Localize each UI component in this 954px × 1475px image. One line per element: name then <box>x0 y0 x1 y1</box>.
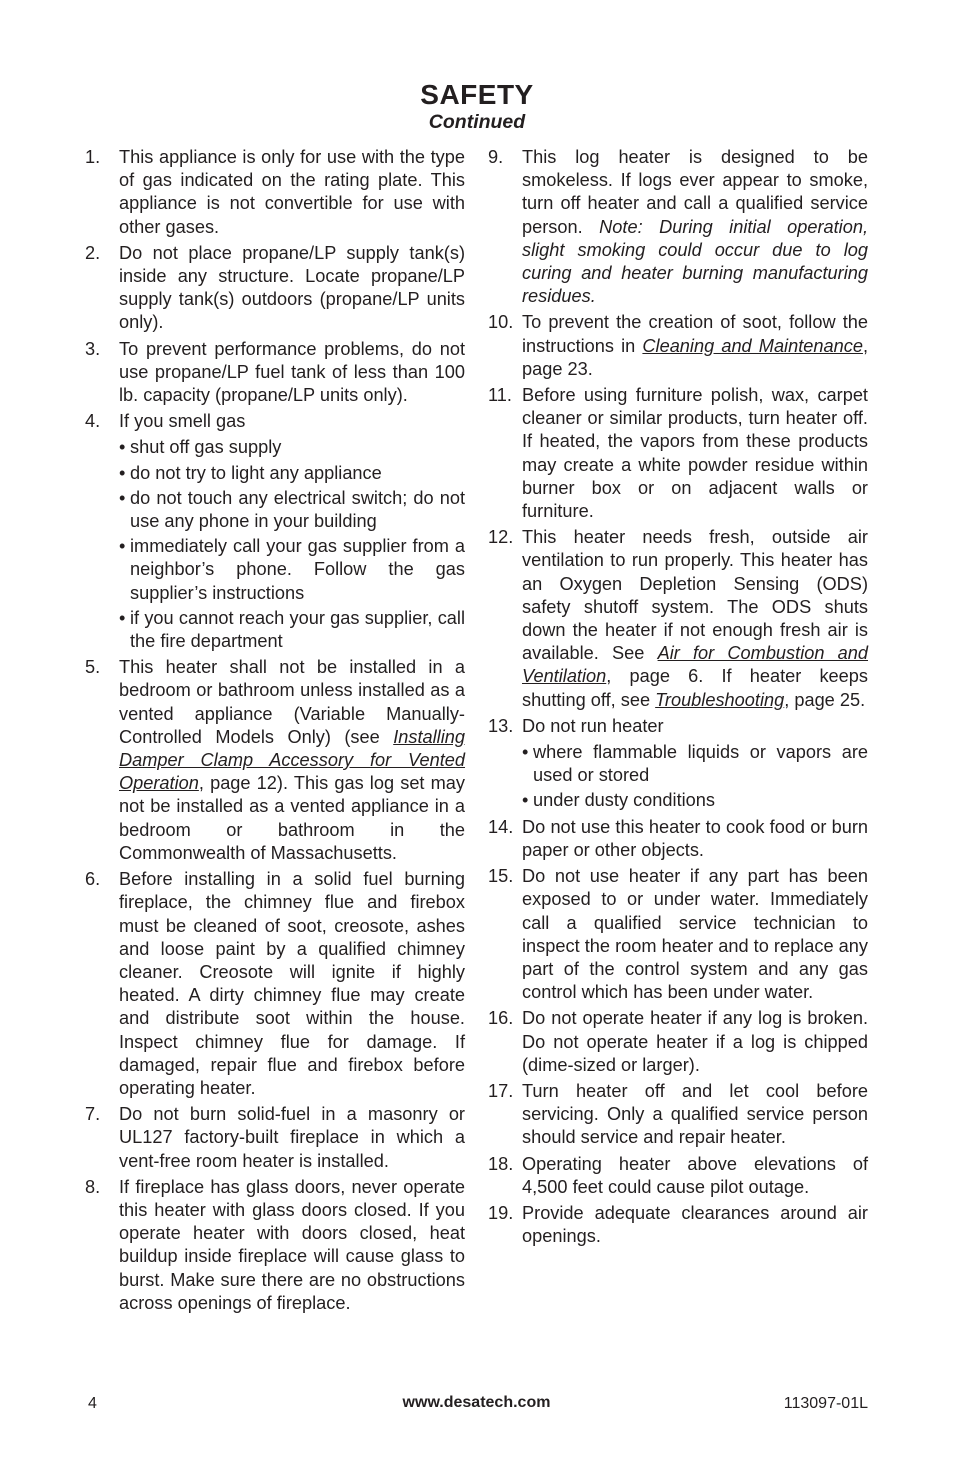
item-number: 2. <box>85 242 101 263</box>
page-subtitle: Continued <box>428 111 526 133</box>
bullet-item: • shut off gas supply <box>119 436 465 459</box>
item-number: 4. <box>85 411 101 432</box>
safety-item-14 <box>488 816 868 862</box>
safety-item-3 <box>85 338 465 408</box>
cross-reference-link[interactable]: Cleaning and Maintenance <box>642 335 863 356</box>
item-number: 14. <box>488 816 514 837</box>
safety-item-8 <box>85 1176 465 1315</box>
item-number: 1. <box>85 147 101 167</box>
bullet-item: • do not try to light any appliance <box>119 462 465 485</box>
safety-item-11 <box>488 384 868 523</box>
item-number: 19. <box>488 1202 514 1223</box>
bullet-item: • do not touch any electrical switch; do not use any phone in your building <box>119 487 465 533</box>
item-text: Before installing in a solid fuel burning fireplace, the chimney flue and firebox must be cleaned of soot, creosote, ashes and loose paint by a qualified chimney cleaner. Creosote will ignite if highly heated. A dirty chimney flue may create and distribute soot within the house. Inspect chimney flue for damage. If damaged, repair flue and firebox before operating heater. <box>119 869 465 1098</box>
bullet-list <box>522 741 868 813</box>
item-text: Do not use this heater to cook food or burn paper or other objects. <box>522 816 868 860</box>
bullet-item: • immediately call your gas supplier from a neighbor’s phone. Follow the gas supplier’s instructions <box>119 535 465 605</box>
item-number: 11. <box>488 385 512 406</box>
item-number: 7. <box>85 1104 101 1125</box>
item-number: 12. <box>488 527 514 548</box>
page-footer <box>85 1395 868 1417</box>
item-text: , page 12). This gas log set may not be installed as a vented appliance in a bedroom or bathroom in the Commonwealth of Massachusetts. <box>119 773 465 863</box>
item-number: 5. <box>85 657 101 678</box>
document-number: 113097-01L <box>783 1395 868 1412</box>
cross-reference-link[interactable]: Troubleshooting <box>655 689 785 710</box>
safety-item-6 <box>85 868 465 1100</box>
page-title: SAFETY <box>420 79 534 110</box>
safety-item-15 <box>488 865 868 1004</box>
safety-item-16 <box>488 1007 868 1077</box>
item-number: 13. <box>488 715 514 736</box>
item-text: If fireplace has glass doors, never operate this heater with glass doors closed. If you operate heater with doors closed, heat buildup inside fireplace will cause glass to burst. Make sure there are no obstructions across openings of fireplace. <box>119 1176 465 1313</box>
right-column <box>488 146 868 1251</box>
item-number: 15. <box>488 866 514 887</box>
item-number: 17. <box>488 1080 514 1101</box>
cross-reference-link[interactable]: Air for Combustion and Ventilation <box>522 643 869 687</box>
item-text: Do not place propane/LP supply tank(s) inside any structure. Locate propane/LP supply tank(s) outdoors (propane/LP units only). <box>119 242 465 333</box>
safety-item-12 <box>488 526 868 712</box>
item-text: If you smell gas <box>119 411 246 432</box>
item-text: , page 6. If heater keeps shutting off, see <box>522 666 868 710</box>
item-text: Operating heater above elevations of 4,500 feet could cause pilot outage. <box>522 1153 868 1197</box>
safety-item-7 <box>85 1103 465 1173</box>
safety-item-2 <box>85 242 465 335</box>
item-text: Before using furniture polish, wax, carpet cleaner or similar products, turn heater off. If heated, the vapors from these products may create a white powder residue within burner box or on adjacent walls or furniture. <box>522 385 868 522</box>
bullet-item: • under dusty conditions <box>522 789 868 812</box>
item-text: Do not burn solid-fuel in a masonry or UL127 factory-built fireplace in which a vent-free room heater is installed. <box>119 1104 465 1171</box>
item-text: Provide adequate clearances around air openings. <box>522 1202 868 1247</box>
item-text: To prevent performance problems, do not use propane/LP fuel tank of less than 100 lb. capacity (propane/LP units only). <box>119 338 465 406</box>
safety-item-10 <box>488 311 868 381</box>
item-text: This heater shall not be installed in a bedroom or bathroom unless installed as a vented appliance (Variable Manually-Controlled Models Only) (see <box>119 657 465 747</box>
bullet-list <box>119 436 465 653</box>
item-number: 16. <box>488 1008 514 1029</box>
section-header <box>0 78 954 134</box>
safety-item-4 <box>85 410 465 653</box>
item-number: 3. <box>85 338 101 359</box>
safety-item-19 <box>488 1202 868 1248</box>
item-note: Note: During initial operation, slight smoking could occur due to log curing and heater burning manufacturing residues. <box>522 216 868 307</box>
item-text: Do not use heater if any part has been exposed to or under water. Immediately call a qualified service technician to inspect the room heater and to replace any part of the control system and any gas control which has been under water. <box>522 866 868 1003</box>
item-number: 8. <box>85 1176 101 1197</box>
page-number: 4 <box>88 1395 97 1412</box>
item-text: , page 25. <box>784 689 866 710</box>
item-text: To prevent the creation of soot, follow the instructions in <box>522 312 868 356</box>
item-number: 6. <box>85 869 101 890</box>
cross-reference-link[interactable]: Installing Damper Clamp Accessory for Vented Operation <box>119 726 465 794</box>
safety-item-1 <box>85 146 465 239</box>
safety-item-9 <box>488 146 868 308</box>
item-text: Turn heater off and let cool before servicing. Only a qualified service person should service and repair heater. <box>522 1080 868 1148</box>
left-column <box>85 146 465 1318</box>
safety-item-18 <box>488 1153 868 1199</box>
item-text: This log heater is designed to be smokeless. If logs ever appear to smoke, turn off heater and call a qualified service person. <box>522 147 868 237</box>
item-number: 18. <box>488 1153 514 1174</box>
item-text: Do not operate heater if any log is broken. Do not operate heater if a log is chipped (dime-sized or larger). <box>522 1008 868 1075</box>
safety-item-13 <box>488 715 868 813</box>
safety-item-5 <box>85 656 465 865</box>
item-text: This appliance is only for use with the type of gas indicated on the rating plate. This appliance is not convertible for use with other gases. <box>119 147 465 237</box>
bullet-item: • where flammable liquids or vapors are used or stored <box>522 741 868 787</box>
website-url[interactable]: www.desatech.com <box>402 1394 551 1411</box>
item-text: Do not run heater <box>522 715 664 736</box>
item-text: , page 23. <box>522 335 869 379</box>
item-number: 9. <box>488 147 504 167</box>
safety-item-17 <box>488 1080 868 1150</box>
item-number: 10. <box>488 312 514 333</box>
item-text: This heater needs fresh, outside air ventilation to run properly. This heater has an Oxygen Depletion Sensing (ODS) safety shutoff system. The ODS shuts down the heater if not enough fresh air is available. See <box>522 527 868 664</box>
bullet-item: • if you cannot reach your gas supplier, call the fire department <box>119 607 465 653</box>
